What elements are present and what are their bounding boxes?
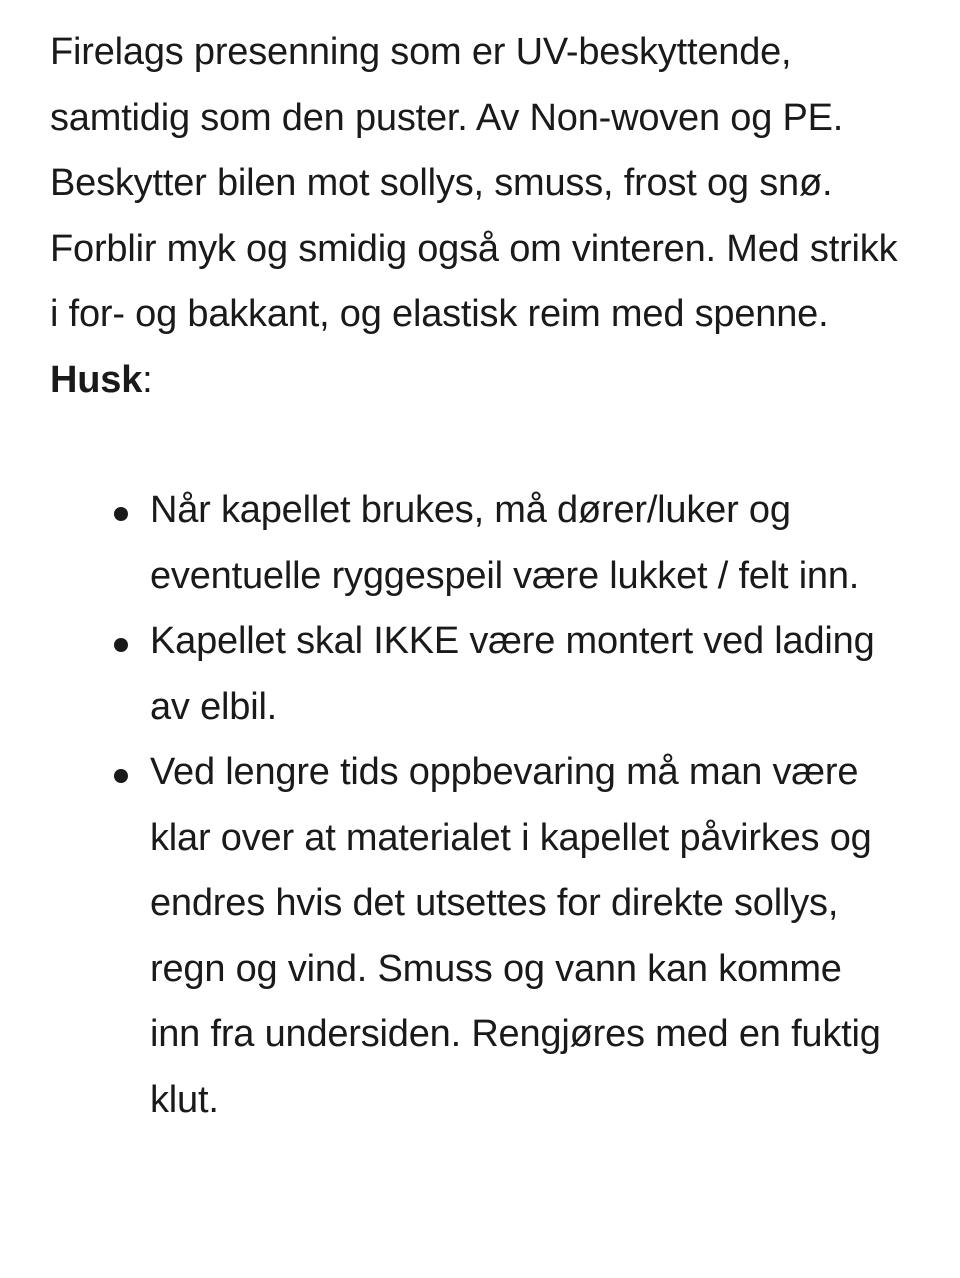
description-paragraph: Firelags presenning som er UV-beskyttende, samtidig som den puster. Av Non-woven og PE. Beskytter bilen mot sollys, smuss, frost og snø. Forblir myk og smidig også om vinteren. Med strikk i for- og bakkant, og elastisk reim med spenne. [50,31,898,335]
reminder-heading [50,348,910,414]
reminder-label: Husk [50,358,143,401]
list-item: Kapellet skal IKKE være montert ved lading av elbil. [50,609,890,740]
list-item: Når kapellet brukes, må dører/luker og eventuelle ryggespeil være lukket / felt inn. [50,478,890,609]
product-description [50,20,910,1133]
reminder-colon: : [142,358,153,401]
list-item: Ved lengre tids oppbevaring må man være klar over at materialet i kapellet påvirkes og endres hvis det utsettes for direkte sollys, regn og vind. Smuss og vann kan komme inn fra undersiden. Rengjøres med en fuktig klut. [50,740,890,1133]
reminder-list [50,478,910,1133]
